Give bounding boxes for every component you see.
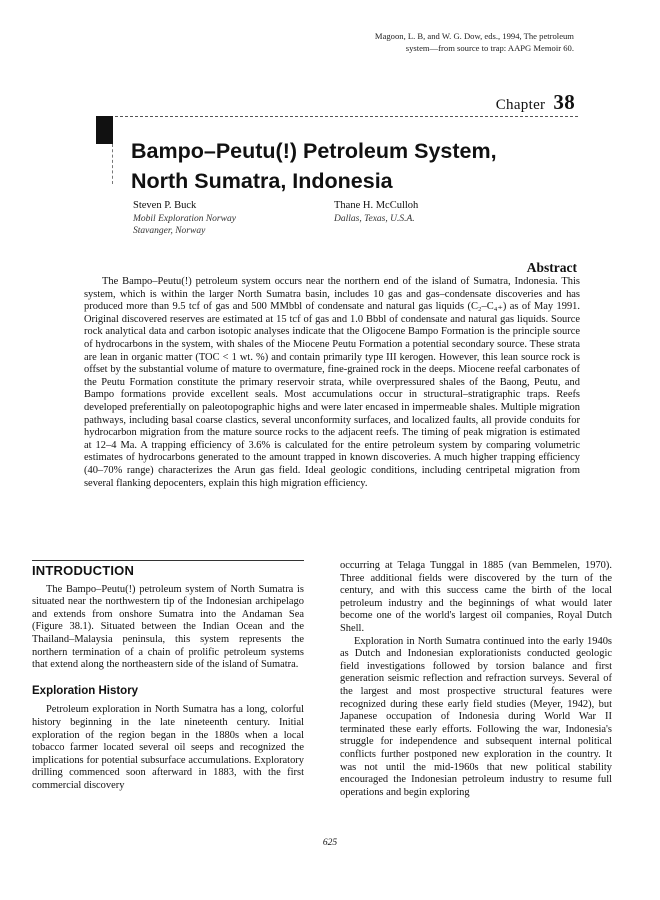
author-name: Thane H. McCulloh [334, 200, 419, 211]
author-location: Stavanger, Norway [133, 226, 206, 236]
author-name: Steven P. Buck [133, 200, 197, 211]
author-affiliation: Mobil Exploration Norway [133, 214, 236, 224]
citation-line-1: Magoon, L. B, and W. G. Dow, eds., 1994, The petroleum [374, 31, 574, 41]
header-citation [274, 30, 574, 54]
title-top-rule [110, 116, 578, 117]
chapter-label [496, 90, 575, 115]
author-affiliation: Dallas, Texas, U.S.A. [334, 214, 415, 224]
title-corner-mark [96, 116, 113, 144]
chapter-number: 38 [553, 90, 575, 114]
exploration-continued-paragraph: Exploration in North Sumatra continued into the early 1940s as Dutch and Indonesian explorationists conducted geologic field investigations followed by torsion balance and first generation seismic reflection and refraction surveys. Several of the largest and most prospective structural features were recognized during these early field studies (Meyer, 1942), but Japanese occupation of Indonesia during World War II terminated these early efforts. Following the war, Indonesia's struggle for independence and subsequent internal political conflicts further postponed new exploration in the country. It was not until the mid-1960s that new political stability encouraged the Indonesian petroleum industry to resume full operations and begin exploring [340, 635, 612, 798]
column-rule [32, 560, 304, 561]
continued-paragraph: occurring at Telaga Tunggal in 1885 (van Bemmelen, 1970). Three additional fields were discovered by the turn of the century, and with this success came the birth of the local petroleum industry and the beginnings of what would later become one of the world's largest oil companies, Royal Dutch Shell. [340, 560, 612, 634]
citation-line-2: system—from source to trap: AAPG Memoir 60. [405, 43, 574, 53]
introduction-paragraph: The Bampo–Peutu(!) petroleum system of North Sumatra is situated near the northwestern tip of the Indonesian archipelago and extends from onshore Sumatra into the Andaman Sea (Figure 38.1). Situated between the Indian Ocean and the Thailand–Malaysia peninsula, this system represents the northern termination of a chain of prolific petroleum systems that extend along the northeastern side of the island of Sumatra. [32, 583, 304, 671]
left-column [32, 560, 304, 793]
abstract-text: The Bampo–Peutu(!) petroleum system occurs near the northern end of the island of Sumatra, Indonesia. This system, which is within the larger North Sumatra basin, includes 10 gas and gas–condensate discoveries and has produced more than 9.5 tcf of gas and 500 MMbbl of condensate and natural gas liquids (C₂–C₄₊) as of May 1991. Original discovered reserves are estimated at 15 tcf of gas and 1.0 Bbbl of condensate and natural gas liquids. Source rock analytical data and carbon isotopic analyses indicate that the Oligocene Bampo Formation is the principle source of hydrocarbons in the system, with shales of the Miocene Peutu Formation a potential secondary source. These strata are lean in organic matter (TOC < 1 wt. %) and contain primarily type III kerogen. However, this lean source rock is offset by the substantial volume of mature to overmature, fine-grained rock in the deeps. Miocene reefal carbonates of the Peutu Formation constitute the primary reservoir strata, while overpressured shales of the Baong, Peutu, and Bampo formations provide excellent seals. Most accumulations occur in structural–stratigraphic traps. Reefs developed preferentially on paleotopographic highs and were later encased in impermeable shales. Multiple migration pathways, including basal coarse clastics, several unconformity surfaces, and localized faults, all provide conduits for hydrocarbon migration from the mature source rocks to the adjacent reefs. The timing of peak migration is estimated at 12–4 Ma. A trapping efficiency of 3.6% is calculated for the entire petroleum system by comparing volumetric estimates of hydrocarbons generated to the amount trapped in known discoveries. A much higher trapping efficiency (40–70% range) characterizes the Arun gas field. Ideal geologic conditions, including centripetal migration from several flanking depocenters, explain this high migration efficiency. [84, 276, 580, 489]
author-block-2 [334, 199, 524, 225]
title-line-1: Bampo–Peutu(!) Petroleum System, [131, 139, 497, 163]
exploration-paragraph: Petroleum exploration in North Sumatra has a long, colorful history beginning in the late nineteenth century. Initial exploration of the region began in the 1880s when a local tobacco farmer located several oil seeps and recognized the implications for potential subsurface accumulations. Exploratory drilling commenced soon afterward in 1883, with the first commercial discovery [32, 704, 304, 791]
page-number: 625 [322, 838, 338, 848]
introduction-heading: INTRODUCTION [32, 563, 135, 578]
article-title [131, 136, 571, 196]
title-side-rule [112, 144, 113, 184]
exploration-history-heading: Exploration History [32, 684, 139, 697]
chapter-word: Chapter [495, 97, 546, 113]
abstract-heading: Abstract [526, 260, 577, 275]
title-line-2: North Sumatra, Indonesia [131, 169, 393, 193]
right-column [340, 560, 612, 799]
author-block-1 [133, 199, 323, 237]
